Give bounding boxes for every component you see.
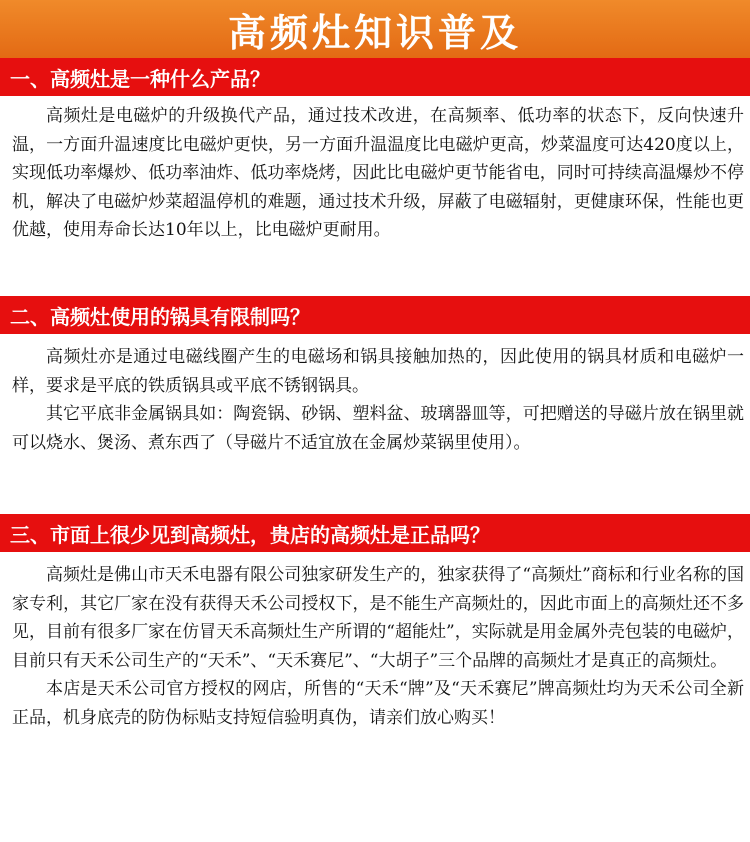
section-1-paragraph-1: 高频灶是电磁炉的升级换代产品，通过技术改进，在高频率、低功率的状态下，反向快速升温，一方面升温速度比电磁炉更快，另一方面升温温度比电磁炉更高，炒菜温度可达420度以上，实现低功率爆炒、低功率油炸、低功率烧烤，因此比电磁炉更节能省电，同时可持续高温爆炒不停机，解决了电磁炉炒菜超温停机的难题，通过技术升级，屏蔽了电磁辐射，更健康环保，性能也更优越，使用寿命长达10年以上，比电磁炉更耐用。 — [12, 106, 744, 241]
section-2-paragraph-2: 其它平底非金属锅具如：陶瓷锅、砂锅、塑料盆、玻璃器皿等，可把赠送的导磁片放在锅里就可以烧水、煲汤、煮东西了（导磁片不适宜放在金属炒菜锅里使用）。 — [12, 404, 744, 453]
section-3-header — [0, 514, 750, 552]
section-1-title: 一、高频灶是一种什么产品？ — [10, 66, 270, 91]
section-2-title: 二、高频灶使用的锅具有限制吗？ — [10, 304, 310, 329]
section-2-paragraph-1: 高频灶亦是通过电磁线圈产生的电磁场和锅具接触加热的，因此使用的锅具材质和电磁炉一样，要求是平底的铁质锅具或平底不锈钢锅具。 — [12, 347, 744, 396]
header-banner — [0, 0, 750, 58]
section-3-paragraph-2: 本店是天禾公司官方授权的网店，所售的“天禾“牌”及“天禾赛尼”牌高频灶均为天禾公司全新正品，机身底壳的防伪标贴支持短信验明真伪，请亲们放心购买！ — [12, 679, 744, 728]
section-3-title: 三、市面上很少见到高频灶，贵店的高频灶是正品吗？ — [10, 522, 490, 547]
page-title: 高频灶知识普及 — [227, 10, 522, 55]
section-1-header — [0, 58, 750, 96]
section-2-body — [12, 343, 744, 457]
section-1-body — [12, 102, 744, 245]
section-2-header — [0, 296, 750, 334]
section-3-body — [12, 561, 744, 733]
section-3-paragraph-1: 高频灶是佛山市天禾电器有限公司独家研发生产的，独家获得了“高频灶”商标和行业名称的国家专利，其它厂家在没有获得天禾公司授权下，是不能生产高频灶的，因此市面上的高频灶还不多见，目前有很多厂家在仿冒天禾高频灶生产所谓的“超能灶”，实际就是用金属外壳包装的电磁炉，目前只有天禾公司生产的“天禾”、“天禾赛尼”、“大胡子”三个品牌的高频灶才是真正的高频灶。 — [12, 565, 744, 671]
